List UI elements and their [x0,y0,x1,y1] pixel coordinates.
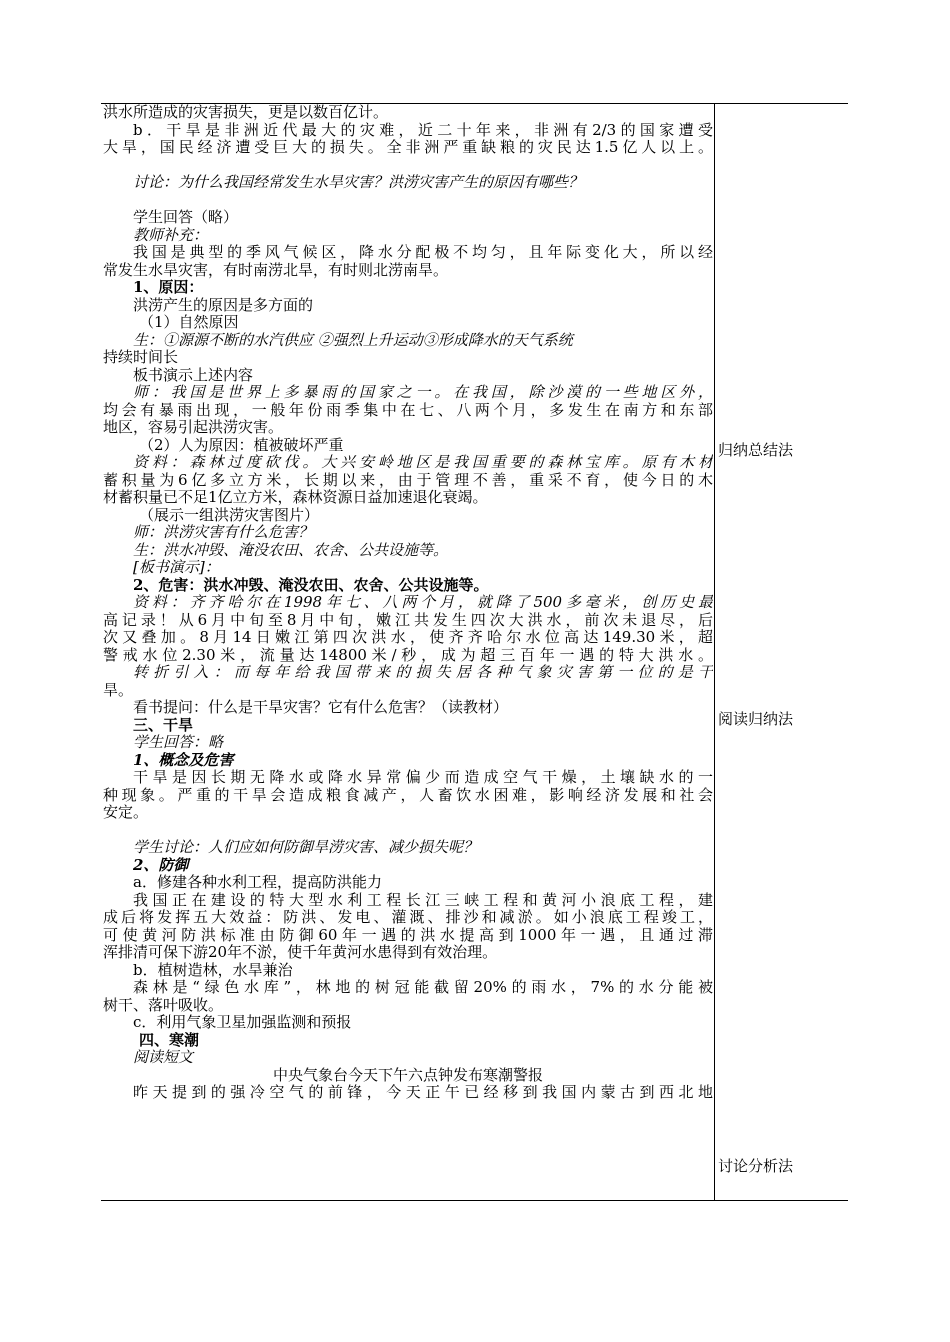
text-line: b．干旱是非洲近代最大的灾难，近二十年来，非洲有2/3的国家遭受 [133,121,713,139]
column-divider [714,103,715,1201]
text-line: 阅读短文 [133,1048,194,1066]
text-line: 次又叠加。8月14日嫩江第四次洪水，使齐齐哈尔水位高达149.30米，超 [103,629,713,646]
teacher-note-label: 教师补充： [133,225,209,244]
section-heading: 1、原因： [133,278,204,296]
blank-line [103,822,713,840]
text-line: 种现象。严重的干旱会造成粮食减产，人畜饮水困难，影响经济发展和社会 [103,786,713,804]
text-line: （展示一组洪涝灾害图片） [139,505,320,524]
text-line: 森林是“绿色水库”，林地的树冠能截留20%的雨水，7%的水分能被 [133,979,713,996]
text-line: 洪水所造成的灾害损失，更是以数百亿计。 [103,103,389,121]
text-line: 浑排清可保下游20年不淤，使千年黄河水患得到有效治理。 [103,943,498,961]
text-line: （2）人为原因：植被破坏严重 [139,435,344,454]
text-line: 干旱是因长期无降水或降水异常偏少而造成空气干燥，土壤缺水的一 [133,769,713,786]
text-line: 蓄积量为6亿多立方米，长期以来，由于管理不善，重采不育，使今日的木 [103,471,713,489]
text-line: 可使黄河防洪标准由防御60年一遇的洪水提高到1000年一遇，且通过滞 [103,926,713,944]
section-heading: 2、危害：洪水冲毁、淹没农田、农舍、公共设施等。 [133,575,489,594]
text-line: 安定。 [103,803,149,821]
method-label: 归纳总结法 [718,441,794,459]
text-line: 树干、落叶吸收。 [103,995,224,1014]
text-line: 高记录！从6月中旬至8月中旬，嫩江共发生四次大洪水，前次未退尽，后 [103,611,713,629]
text-line: 生：①源源不断的水汽供应 ②强烈上升运动③形成降水的天气系统 [133,330,573,349]
text-line: 大旱，国民经济遭受巨大的损失。全非洲严重缺粮的灾民达1.5亿人以上。 [103,139,713,156]
text-line: 学生回答（略） [133,208,239,226]
method-label: 阅读归纳法 [718,710,794,728]
text-line: 看书提问：什么是干旱灾害？它有什么危害？（读教材） [133,698,509,716]
text-line: 师：我国是世界上多暴雨的国家之一。在我国，除沙漠的一些地区外， [133,384,713,401]
blank-line [103,157,713,175]
text-line: 洪涝产生的原因是多方面的 [133,295,314,314]
blank-line [103,192,713,210]
text-line: [板书演示]： [133,558,220,576]
text-line: 旱。 [103,680,134,699]
text-line: 警戒水位2.30米，流量达14800米/秒，成为超三百年一遇的特大洪水。 [103,646,713,664]
text-line: 常发生水旱灾害，有时南涝北旱，有时则北涝南旱。 [103,260,449,279]
discussion-question: 学生讨论：人们应如何防御旱涝灾害、减少损失呢？ [133,838,479,856]
text-line: 生：洪水冲毁、淹没农田、农舍、公共设施等。 [133,540,449,559]
text-line: a．修建各种水利工程，提高防洪能力 [133,873,382,891]
text-line: 成后将发挥五大效益：防洪、发电、灌溉、排沙和减淤。如小浪底工程竣工， [103,909,713,926]
discussion-question: 讨论：为什么我国经常发生水旱灾害？洪涝灾害产生的原因有哪些？ [133,173,584,191]
section-heading: 四、寒潮 [139,1030,200,1049]
text-line: 转折引入：而每年给我国带来的损失居各种气象灾害第一位的是干 [133,664,713,681]
text-line: 材蓄积量已不足1亿立方米，森林资源日益加速退化衰竭。 [103,488,488,506]
method-label: 讨论分析法 [718,1157,794,1175]
text-line: 均会有暴雨出现，一般年份雨季集中在七、八两个月，多发生在南方和东部 [103,401,713,419]
text-line: 昨天提到的强冷空气的前锋，今天正午已经移到我国内蒙古到西北地 [133,1084,713,1101]
text-line: 师：洪涝灾害有什么危害？ [133,523,314,541]
section-heading: 三、干旱 [133,715,194,734]
text-line: 持续时间长 [103,348,179,366]
text-line: 我国正在建设的特大型水利工程长江三峡工程和黄河小浪底工程，建 [133,891,713,909]
text-line: b．植树造林，水旱兼治 [133,960,293,979]
text-line: c．利用气象卫星加强监测和预报 [133,1013,352,1031]
lesson-content [103,104,713,1102]
text-line: 学生回答：略 [133,733,224,751]
text-line: 地区，容易引起洪涝灾害。 [103,418,284,436]
text-line: 资料：森林过度砍伐。大兴安岭地区是我国重要的森林宝库。原有木材 [133,454,713,471]
article-title: 中央气象台今天下午六点钟发布寒潮警报 [272,1065,543,1084]
section-heading: 2、防御 [133,855,189,874]
text-line: 板书演示上述内容 [133,365,254,384]
text-line: 资料：齐齐哈尔在1998年七、八两个月，就降了500多毫米，创历史最 [133,594,713,611]
text-line: 我国是典型的季风气候区，降水分配极不均匀，且年际变化大，所以经 [133,244,713,261]
section-heading: 1、概念及危害 [133,750,234,769]
text-line: （1）自然原因 [139,313,239,331]
